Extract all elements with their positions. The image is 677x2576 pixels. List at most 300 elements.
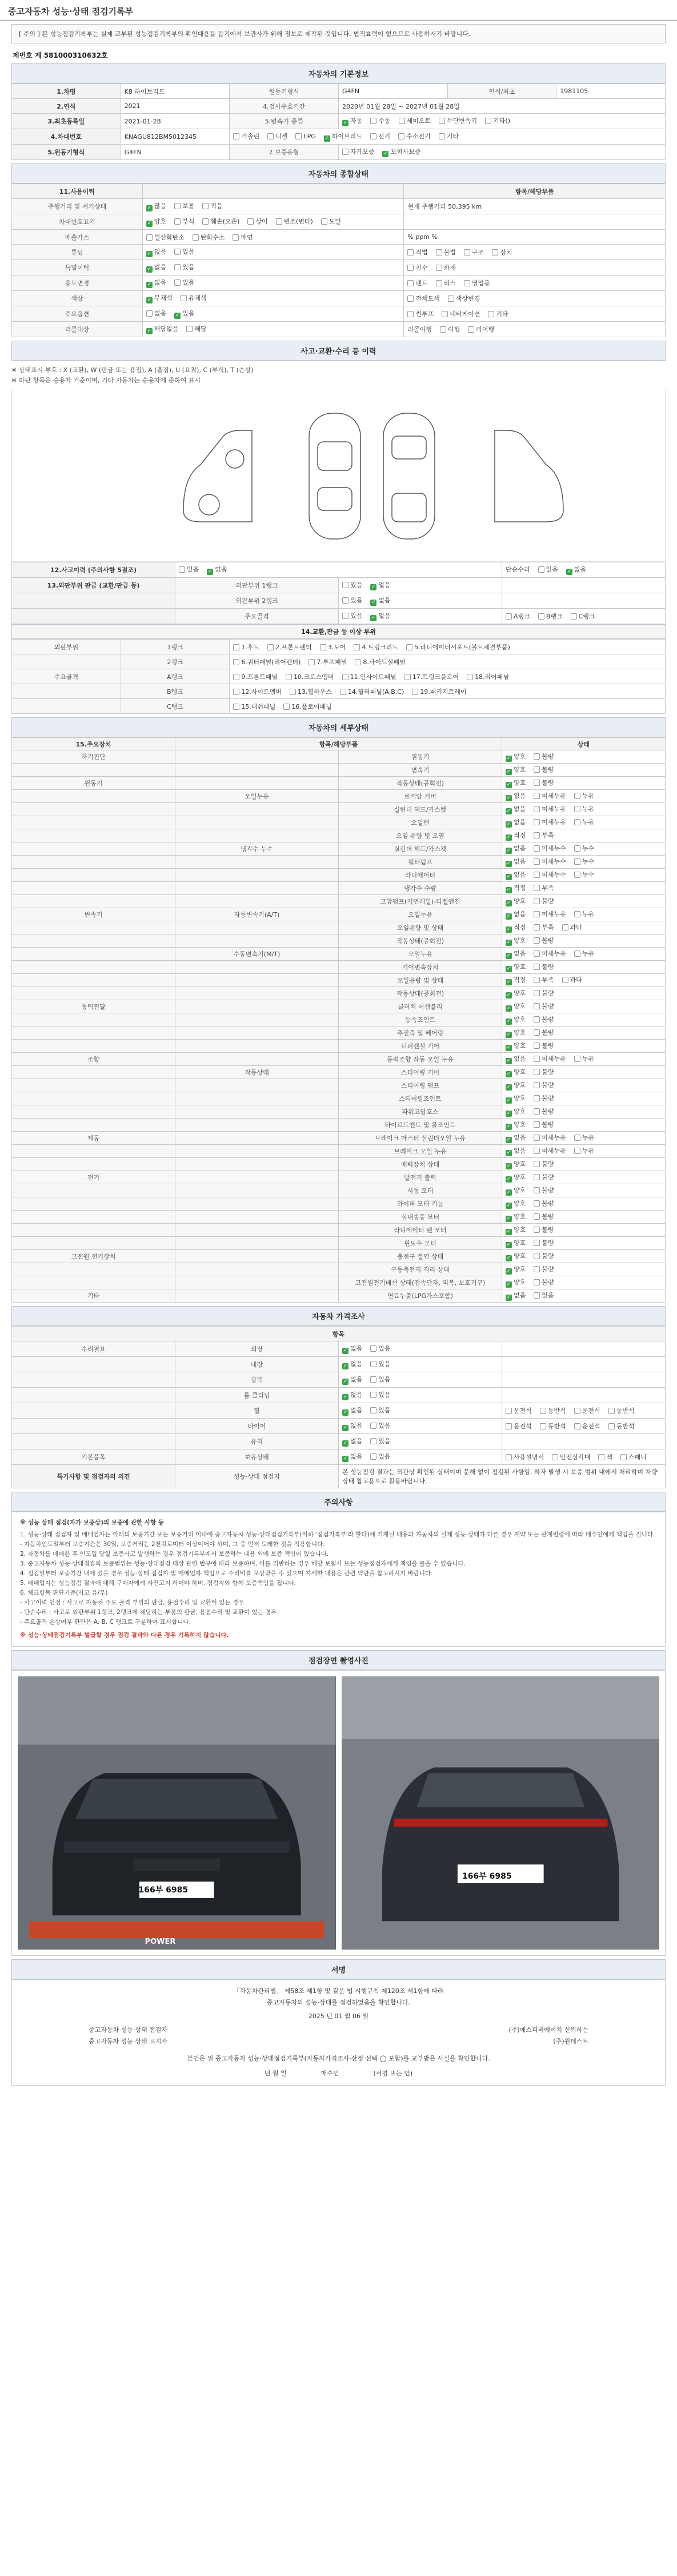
- checkbox-icon[interactable]: [407, 295, 414, 302]
- checkbox-icon[interactable]: ✓: [175, 313, 180, 318]
- checkbox-icon[interactable]: ✓: [506, 1071, 511, 1077]
- checkbox-icon[interactable]: [295, 133, 302, 139]
- checkbox-icon[interactable]: [534, 1016, 540, 1023]
- price-option: ✓ 없음: [343, 1407, 363, 1415]
- checkbox-icon[interactable]: ✓: [147, 328, 152, 334]
- checkbox-icon[interactable]: ✓: [506, 1045, 511, 1051]
- checkbox-icon[interactable]: ✓: [506, 795, 511, 801]
- checkbox-icon[interactable]: ✓: [371, 600, 376, 605]
- checkbox-icon[interactable]: [534, 1082, 540, 1088]
- checkbox-icon[interactable]: [233, 689, 239, 695]
- checkbox-icon[interactable]: [342, 674, 348, 680]
- checkbox-icon[interactable]: [534, 780, 540, 786]
- checkbox-icon[interactable]: [534, 858, 540, 865]
- checkbox-icon[interactable]: ✓: [506, 1189, 511, 1195]
- cell-value: [502, 948, 666, 961]
- checkbox-icon[interactable]: ✓: [147, 221, 152, 226]
- checkbox-icon[interactable]: [562, 977, 568, 983]
- panel-row: [12, 640, 666, 654]
- checkbox-icon[interactable]: [370, 1392, 376, 1398]
- checkbox-icon[interactable]: [534, 1003, 540, 1009]
- checkbox-icon[interactable]: [179, 566, 185, 573]
- checkbox-icon[interactable]: ✓: [147, 251, 152, 257]
- checkbox-icon[interactable]: [202, 218, 209, 225]
- checkbox-icon[interactable]: [233, 644, 239, 650]
- checkbox-icon[interactable]: [534, 1200, 540, 1207]
- checkbox-icon[interactable]: [488, 311, 494, 317]
- caution-heading: ※ 성능 상태 점검(자가 보증상)의 보증에 관한 사항 등: [20, 1519, 164, 1526]
- checkbox-icon[interactable]: [440, 326, 446, 333]
- checkbox-icon[interactable]: ✓: [506, 966, 511, 972]
- checkbox-icon[interactable]: [574, 1135, 580, 1141]
- checkbox-icon[interactable]: ✓: [506, 953, 511, 958]
- cell-value: [502, 869, 666, 882]
- checkbox-icon[interactable]: [574, 845, 580, 852]
- detail-option: 누유: [574, 1055, 594, 1063]
- checkbox-icon[interactable]: [534, 766, 540, 773]
- detail-option: 있음: [534, 1292, 554, 1299]
- checkbox-icon[interactable]: ✓: [147, 266, 152, 272]
- checkbox-icon[interactable]: [534, 1266, 540, 1272]
- cell-label: 오일유량 및 상태: [339, 921, 502, 934]
- cell-label: [175, 1224, 339, 1237]
- checkbox-icon[interactable]: ✓: [147, 282, 152, 287]
- checkbox-icon[interactable]: ✓: [506, 1084, 511, 1090]
- cell-value: [502, 1357, 666, 1372]
- checkbox-icon[interactable]: [186, 326, 193, 332]
- checkbox-icon[interactable]: ✓: [506, 979, 511, 985]
- checkbox-icon[interactable]: [439, 118, 445, 124]
- cell-label: 유리: [175, 1434, 339, 1449]
- checkbox-icon[interactable]: ✓: [371, 615, 376, 621]
- cell-label: [175, 882, 339, 895]
- detail-row: [12, 1263, 666, 1276]
- general-head: [12, 184, 666, 199]
- checkbox-icon[interactable]: [608, 1423, 615, 1429]
- checkbox-icon[interactable]: ✓: [371, 584, 376, 590]
- checkbox-icon[interactable]: [534, 1292, 540, 1299]
- checkbox-icon[interactable]: ✓: [343, 1456, 348, 1461]
- checkbox-icon[interactable]: [370, 1438, 376, 1444]
- checkbox-icon[interactable]: [552, 1454, 558, 1460]
- checkbox-icon[interactable]: [534, 1187, 540, 1193]
- general-extra-option: 영업용: [464, 279, 490, 287]
- checkbox-icon[interactable]: ✓: [506, 1255, 511, 1261]
- detail-option: ✓ 없음: [506, 950, 526, 958]
- checkbox-icon[interactable]: ✓: [506, 769, 511, 774]
- checkbox-icon[interactable]: ✓: [506, 1097, 511, 1103]
- checkbox-icon[interactable]: ✓: [506, 1242, 511, 1248]
- checkbox-icon[interactable]: ✓: [506, 1124, 511, 1129]
- general-option: 도말: [321, 218, 341, 225]
- detail-option: 불량: [534, 1213, 554, 1220]
- checkbox-icon[interactable]: ✓: [506, 1005, 511, 1011]
- checkbox-icon[interactable]: [174, 279, 181, 286]
- checkbox-icon[interactable]: [370, 118, 376, 124]
- checkbox-icon[interactable]: [620, 1454, 627, 1460]
- checkbox-icon[interactable]: ✓: [506, 1281, 511, 1287]
- notice: [11, 24, 666, 43]
- price-option: 있음: [370, 1391, 390, 1399]
- checkbox-icon[interactable]: ✓: [506, 756, 511, 761]
- checkbox-icon[interactable]: [534, 898, 540, 904]
- checkbox-icon[interactable]: [492, 249, 498, 255]
- detail-row: [12, 829, 666, 842]
- checkbox-icon[interactable]: ✓: [506, 1111, 511, 1116]
- checkbox-icon[interactable]: ✓: [147, 205, 152, 211]
- checkbox-icon[interactable]: [608, 1408, 615, 1414]
- checkbox-icon[interactable]: [406, 644, 412, 650]
- detail-option: 불량: [534, 1173, 554, 1181]
- checkbox-icon[interactable]: [534, 1279, 540, 1285]
- cell-label: 상태: [502, 738, 666, 750]
- cell-label: 변속기: [12, 908, 175, 921]
- checkbox-icon[interactable]: ✓: [506, 821, 511, 827]
- general-option: 탄화수소: [193, 234, 225, 241]
- checkbox-icon[interactable]: ✓: [506, 1216, 511, 1221]
- checkbox-icon[interactable]: ✓: [506, 1137, 511, 1143]
- general-option: ✓ 있음: [175, 310, 195, 318]
- checkbox-icon[interactable]: ✓: [567, 569, 572, 574]
- checkbox-icon[interactable]: [574, 1056, 580, 1062]
- checkbox-icon[interactable]: [174, 218, 181, 225]
- general-option: ✓ 무채색: [147, 294, 173, 303]
- checkbox-icon[interactable]: [146, 234, 153, 241]
- checkbox-icon[interactable]: [407, 265, 414, 271]
- checkbox-icon[interactable]: [534, 950, 540, 957]
- cell-value: [230, 699, 666, 714]
- checkbox-icon[interactable]: [534, 1095, 540, 1101]
- cell-label: 파워고압호스: [339, 1105, 502, 1119]
- checkbox-icon[interactable]: [181, 295, 187, 301]
- detail-row: [12, 1053, 666, 1066]
- detail-option: ✓ 없음: [506, 858, 526, 866]
- detail-row: [12, 882, 666, 895]
- cell-label: 주요골격: [175, 609, 339, 624]
- checkbox-icon[interactable]: [370, 1423, 376, 1429]
- checkbox-icon[interactable]: ✓: [506, 874, 511, 880]
- caution-item: - 자동차인도일부터 보증기간은 30일, 보증거리는 2천킬로미터 이상이어야 하며, 그 중 먼저 도래한 것을 적용합니다.: [20, 1541, 325, 1548]
- checkbox-icon[interactable]: [442, 311, 448, 317]
- checkbox-icon[interactable]: [436, 265, 442, 271]
- checkbox-icon[interactable]: ✓: [506, 1032, 511, 1037]
- checkbox-icon[interactable]: ✓: [506, 782, 511, 788]
- cell-value: [404, 322, 666, 337]
- checkbox-icon[interactable]: [534, 977, 540, 983]
- checkbox-icon[interactable]: [233, 133, 239, 139]
- checkbox-icon[interactable]: [464, 280, 470, 286]
- checkbox-icon[interactable]: [283, 704, 290, 710]
- checkbox-icon[interactable]: [534, 990, 540, 996]
- checkbox-icon[interactable]: ✓: [506, 1019, 511, 1024]
- checkbox-icon[interactable]: [174, 203, 181, 209]
- checkbox-icon[interactable]: [534, 793, 540, 799]
- detail-option: 미세누수: [534, 858, 566, 865]
- cell-label: [12, 921, 175, 934]
- checkbox-icon[interactable]: [534, 1213, 540, 1220]
- warranty-option: 자가보증: [342, 148, 375, 155]
- checkbox-icon[interactable]: ✓: [506, 848, 511, 853]
- checkbox-icon[interactable]: [534, 753, 540, 760]
- checkbox-icon[interactable]: [534, 819, 540, 825]
- checkbox-icon[interactable]: [355, 659, 361, 665]
- checkbox-icon[interactable]: [174, 249, 181, 255]
- cell-label: [12, 987, 175, 1000]
- checkbox-icon[interactable]: [534, 924, 540, 930]
- accident-option: ✓ 없음: [371, 597, 391, 605]
- price-option: ✓ 없음: [343, 1376, 363, 1384]
- checkbox-icon[interactable]: [370, 133, 376, 139]
- checkbox-icon[interactable]: [309, 659, 315, 665]
- checkbox-icon[interactable]: [534, 1069, 540, 1075]
- checkbox-icon[interactable]: ✓: [506, 1163, 511, 1169]
- checkbox-icon[interactable]: ✓: [383, 151, 388, 157]
- checkbox-icon[interactable]: [399, 118, 405, 124]
- checkbox-icon[interactable]: [290, 689, 296, 695]
- checkbox-icon[interactable]: [276, 218, 282, 225]
- checkbox-icon[interactable]: ✓: [343, 1425, 348, 1431]
- checkbox-icon[interactable]: [468, 326, 474, 333]
- checkbox-icon[interactable]: [534, 1135, 540, 1141]
- cell-label: 배력장치 상태: [339, 1158, 502, 1171]
- checkbox-icon[interactable]: [574, 1148, 580, 1154]
- detail-row: [12, 1040, 666, 1053]
- checkbox-icon[interactable]: [534, 1253, 540, 1259]
- checkbox-icon[interactable]: [320, 644, 326, 650]
- cell-value: [502, 1341, 666, 1357]
- general-option: 있음: [174, 263, 194, 271]
- checkbox-icon[interactable]: [404, 674, 411, 680]
- checkbox-icon[interactable]: [574, 1408, 580, 1414]
- checkbox-icon[interactable]: ✓: [506, 1058, 511, 1064]
- cell-label: 등속조인트: [339, 1013, 502, 1027]
- checkbox-icon[interactable]: [534, 872, 540, 878]
- checkbox-icon[interactable]: [174, 264, 181, 270]
- cell-label: [142, 184, 404, 199]
- checkbox-icon[interactable]: [574, 911, 580, 917]
- checkbox-icon[interactable]: [534, 1029, 540, 1036]
- checkbox-icon[interactable]: [540, 1423, 546, 1429]
- detail-option: 부족: [534, 832, 554, 839]
- checkbox-icon[interactable]: [574, 819, 580, 825]
- checkbox-icon[interactable]: ✓: [343, 1440, 348, 1446]
- checkbox-icon[interactable]: [534, 911, 540, 917]
- checkbox-icon[interactable]: ✓: [343, 1409, 348, 1415]
- checkbox-icon[interactable]: [534, 1043, 540, 1049]
- checkbox-icon[interactable]: ✓: [506, 887, 511, 893]
- cell-value: [502, 790, 666, 803]
- checkbox-icon[interactable]: [467, 674, 473, 680]
- checkbox-icon[interactable]: [233, 234, 239, 241]
- checkbox-icon[interactable]: [506, 613, 512, 620]
- cell-label: [12, 1105, 175, 1119]
- detail-option: 미세누유: [534, 1147, 566, 1155]
- checkbox-icon[interactable]: [370, 1361, 376, 1367]
- checkbox-icon[interactable]: ✓: [343, 1348, 348, 1353]
- caution-item: 3. 중고자동차 성능·상태점검의 보증범위는 성능·상태점검 대상 관련 법규에 따라 보증하며, 이를 위반하는 경우 해당 보험사 또는 성능점검자에게 책임을 물을 수 있습니다.: [20, 1560, 466, 1567]
- checkbox-icon[interactable]: [534, 1174, 540, 1180]
- checkbox-icon[interactable]: ✓: [506, 900, 511, 906]
- checkbox-icon[interactable]: [485, 118, 491, 124]
- detail-row: [12, 1000, 666, 1013]
- checkbox-icon[interactable]: [448, 295, 454, 302]
- checkbox-icon[interactable]: ✓: [506, 1295, 511, 1300]
- checkbox-icon[interactable]: [506, 1423, 512, 1429]
- detail-option: 불량: [534, 1121, 554, 1128]
- checkbox-icon[interactable]: [534, 1240, 540, 1246]
- checkbox-icon[interactable]: ✓: [506, 1176, 511, 1182]
- cell-value: [230, 129, 666, 145]
- checkbox-icon[interactable]: [540, 1408, 546, 1414]
- general-option: 변조(변타): [276, 218, 313, 225]
- section-sign-title: 서명: [11, 1959, 666, 1979]
- general-extra-option: 색상변경: [448, 295, 480, 302]
- cell-label: 제동: [12, 1132, 175, 1145]
- checkbox-icon[interactable]: [574, 872, 580, 878]
- general-option: 부식: [174, 218, 194, 225]
- checkbox-icon[interactable]: [247, 218, 254, 225]
- checkbox-icon[interactable]: [562, 924, 568, 930]
- checkbox-icon[interactable]: [342, 597, 348, 604]
- accident-option: ✓ 없음: [371, 612, 391, 621]
- cell-value: 본 성능점검 결과는 외관상 확인된 상태이며 분해 없이 점검된 사항임. 하자 발생 시 보증 범위 내에서 처리하며 차량 상태 참고용으로 활용바랍니다.: [339, 1465, 666, 1488]
- general-extra-option: 구조: [464, 249, 484, 256]
- basic-row: [12, 84, 666, 99]
- checkbox-icon[interactable]: [534, 1121, 540, 1128]
- checkbox-icon[interactable]: ✓: [506, 1203, 511, 1208]
- rank-option: C랭크: [571, 613, 595, 620]
- cell-label: 작동상태(공회전): [339, 777, 502, 790]
- cell-label: 오일누유: [175, 790, 339, 803]
- checkbox-icon[interactable]: ✓: [506, 1150, 511, 1156]
- section-price-title: 자동차 가격조사: [11, 1306, 666, 1326]
- checkbox-icon[interactable]: ✓: [343, 1363, 348, 1369]
- checkbox-icon[interactable]: [267, 133, 274, 139]
- checkbox-icon[interactable]: [534, 832, 540, 838]
- checkbox-icon[interactable]: [598, 1454, 604, 1460]
- checkbox-icon[interactable]: [464, 249, 470, 255]
- checkbox-icon[interactable]: [398, 133, 404, 139]
- cell-value: [502, 593, 666, 609]
- checkbox-icon[interactable]: [436, 249, 442, 255]
- checkbox-icon[interactable]: ✓: [506, 992, 511, 998]
- tools-option: 스패너: [620, 1453, 647, 1461]
- checkbox-icon[interactable]: ✓: [506, 913, 511, 919]
- basic-row: [12, 114, 666, 129]
- detail-option: 불량: [534, 1226, 554, 1233]
- checkbox-icon[interactable]: [506, 1454, 512, 1460]
- cell-value: [142, 306, 404, 322]
- cell-value: [502, 803, 666, 816]
- checkbox-icon[interactable]: [538, 566, 544, 573]
- checkbox-icon[interactable]: [571, 613, 577, 620]
- cell-label: 특기사항 및 점검자의 의견: [12, 1465, 175, 1488]
- checkbox-icon[interactable]: [506, 1408, 512, 1414]
- checkbox-icon[interactable]: [193, 234, 199, 241]
- checkbox-icon[interactable]: [370, 1407, 376, 1413]
- checkbox-icon[interactable]: [534, 1108, 540, 1115]
- accident-option: ✓ 없음: [207, 566, 227, 574]
- checkbox-icon[interactable]: [342, 613, 348, 619]
- cell-label: [12, 699, 121, 714]
- checkbox-icon[interactable]: [574, 806, 580, 812]
- checkbox-icon[interactable]: [574, 1423, 580, 1429]
- detail-option: ✓ 없음: [506, 818, 526, 827]
- checkbox-icon[interactable]: [534, 937, 540, 944]
- checkbox-icon[interactable]: [538, 613, 544, 620]
- checkbox-icon[interactable]: ✓: [506, 808, 511, 814]
- checkbox-icon[interactable]: ✓: [343, 1379, 348, 1384]
- checkbox-icon[interactable]: ✓: [506, 926, 511, 932]
- checkbox-icon[interactable]: [342, 582, 348, 588]
- checkbox-icon[interactable]: ✓: [506, 1229, 511, 1235]
- checkbox-icon[interactable]: [233, 659, 239, 665]
- detail-option: ✓ 양호: [506, 1239, 526, 1248]
- panel-option: 9.프론트패널: [233, 673, 278, 681]
- checkbox-icon[interactable]: [407, 249, 414, 255]
- checkbox-icon[interactable]: [439, 133, 445, 139]
- checkbox-icon[interactable]: [321, 218, 327, 225]
- checkbox-icon[interactable]: ✓: [506, 940, 511, 945]
- cell-value: [404, 306, 666, 322]
- cell-value: [404, 291, 666, 306]
- cell-label: [12, 1211, 175, 1224]
- checkbox-icon[interactable]: [146, 310, 153, 317]
- checkbox-icon[interactable]: [286, 674, 292, 680]
- checkbox-icon[interactable]: [342, 149, 348, 155]
- cell-label: 로커암 커버: [339, 790, 502, 803]
- checkbox-icon[interactable]: ✓: [147, 297, 152, 303]
- checkbox-icon[interactable]: [436, 280, 442, 286]
- checkbox-icon[interactable]: [574, 858, 580, 865]
- checkbox-icon[interactable]: [267, 644, 274, 650]
- cell-label: [12, 1224, 175, 1237]
- checkbox-icon[interactable]: [354, 644, 360, 650]
- checkbox-icon[interactable]: [534, 964, 540, 970]
- checkbox-icon[interactable]: [534, 1056, 540, 1062]
- cell-value: [502, 1040, 666, 1053]
- checkbox-icon[interactable]: ✓: [506, 861, 511, 866]
- checkbox-icon[interactable]: ✓: [506, 834, 511, 840]
- checkbox-icon[interactable]: [340, 689, 346, 695]
- checkbox-icon[interactable]: [574, 950, 580, 957]
- checkbox-icon[interactable]: [534, 806, 540, 812]
- checkbox-icon[interactable]: ✓: [325, 135, 330, 141]
- general-extra-option: 적법: [407, 249, 427, 256]
- checkbox-icon[interactable]: [574, 793, 580, 799]
- cell-value: [502, 895, 666, 908]
- checkbox-icon[interactable]: [370, 1453, 376, 1460]
- checkbox-icon[interactable]: [534, 1227, 540, 1233]
- checkbox-icon[interactable]: ✓: [343, 1394, 348, 1400]
- checkbox-icon[interactable]: [534, 1148, 540, 1154]
- checkbox-icon[interactable]: ✓: [207, 569, 213, 574]
- checkbox-icon[interactable]: [407, 280, 414, 286]
- checkbox-icon[interactable]: [370, 1345, 376, 1352]
- checkbox-icon[interactable]: [370, 1376, 376, 1383]
- checkbox-icon[interactable]: [412, 689, 418, 695]
- checkbox-icon[interactable]: [233, 674, 239, 680]
- checkbox-icon[interactable]: [534, 845, 540, 852]
- checkbox-icon[interactable]: [233, 704, 239, 710]
- checkbox-icon[interactable]: [534, 885, 540, 891]
- detail-row: [12, 1276, 666, 1289]
- checkbox-icon[interactable]: ✓: [506, 1268, 511, 1274]
- checkbox-icon[interactable]: [202, 203, 209, 209]
- checkbox-icon[interactable]: [407, 311, 414, 317]
- checkbox-icon[interactable]: [534, 1161, 540, 1167]
- checkbox-icon[interactable]: ✓: [343, 120, 348, 126]
